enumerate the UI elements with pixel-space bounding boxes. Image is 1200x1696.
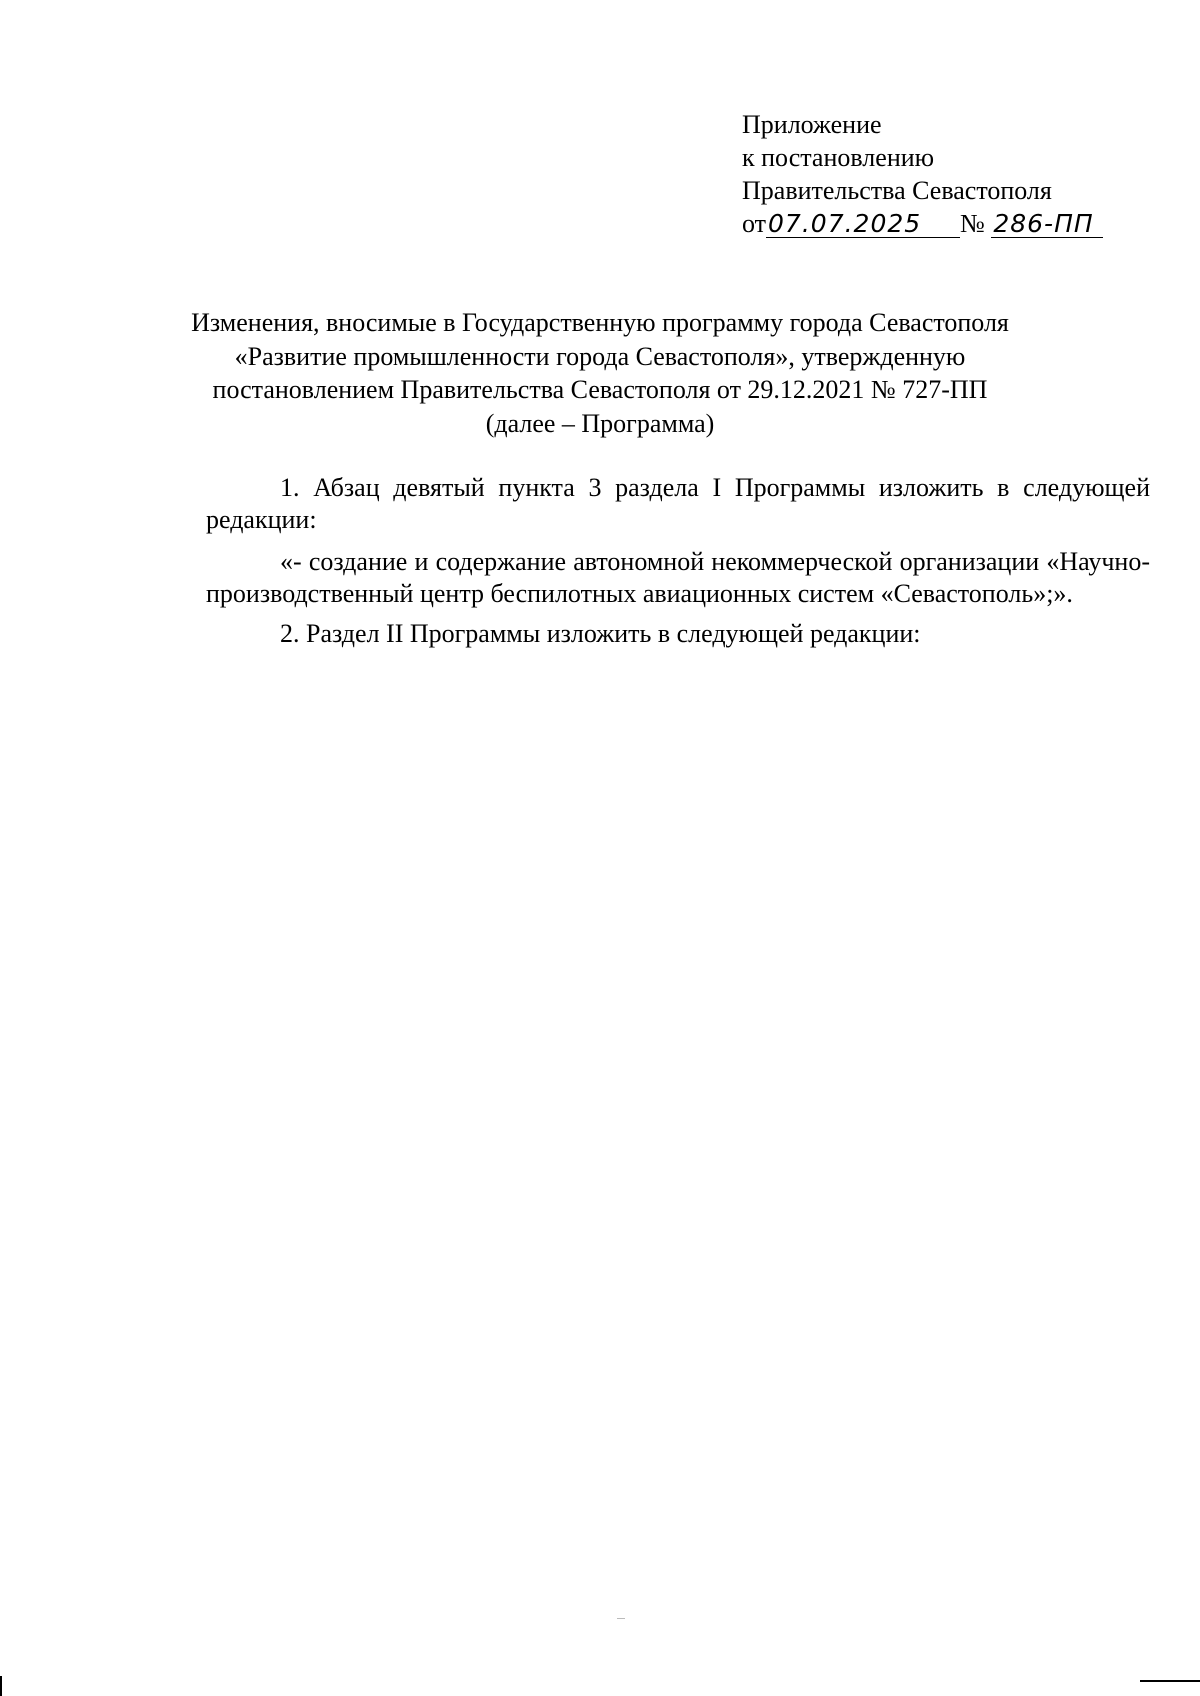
scan-speck (617, 1618, 625, 1619)
document-title (150, 306, 1050, 440)
from-label: от (742, 209, 767, 238)
title-line-1: Изменения, вносимые в Государственную программу города Севастополя (191, 308, 1009, 337)
number-label: № (960, 209, 985, 238)
bottom-right-scan-line (1140, 1680, 1200, 1682)
paragraph-1: 1. Абзац девятый пункта 3 раздела I Программы изложить в следующей редакции: (206, 473, 1150, 534)
appendix-line-resolution: к постановлению (742, 143, 935, 172)
appendix-date-number-line (742, 207, 1103, 240)
handwritten-date: 07.07.2025 (766, 211, 960, 238)
appendix-line-government: Правительства Севастополя (742, 176, 1052, 205)
title-line-3: постановлением Правительства Севастополя от 29.12.2021 № 727-ПП (212, 375, 988, 404)
paragraph-3: 2. Раздел II Программы изложить в следующей редакции: (280, 619, 921, 648)
appendix-heading: Приложение (742, 110, 882, 139)
appendix-block (742, 108, 1103, 240)
title-line-2: «Развитие промышленности города Севастополя», утвержденную (234, 341, 966, 371)
title-line-4: (далее – Программа) (485, 408, 715, 438)
bottom-left-scan-mark (0, 1676, 2, 1696)
paragraph-2-quote: «- создание и содержание автономной некоммерческой организации «Научно-производственный центр беспилотных авиационных систем «Севастополь»;». (206, 547, 1150, 608)
document-body (206, 472, 1150, 650)
handwritten-number: 286-ПП (991, 211, 1103, 238)
